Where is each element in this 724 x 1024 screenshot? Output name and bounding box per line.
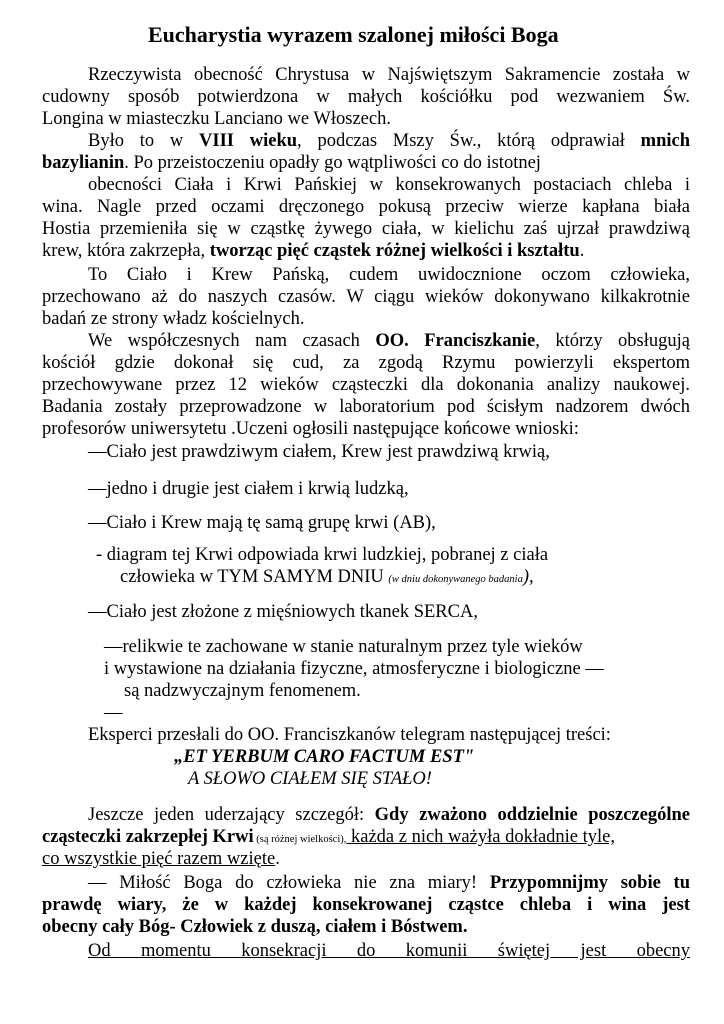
p1-line-1: Rzeczywista obecność Chrystusa w Najświętszym Sakramencie została w bbox=[88, 65, 690, 85]
text: , podczas Mszy Św., którą odprawiał bbox=[297, 131, 641, 151]
conclusion-6-line-3: są nadzwyczajnym fenomenem. bbox=[124, 681, 361, 701]
note-text: (w dniu dokonywanego badania bbox=[388, 574, 523, 585]
p6-line-1 bbox=[88, 872, 690, 894]
p4-line-5: profesorów uniwersytetu .Uczeni ogłosili następujące końcowe wnioski: bbox=[42, 419, 579, 439]
emphasis-century: VIII wieku bbox=[199, 131, 298, 151]
p3-line-1: To Ciało i Krew Pańską, cudem uwidocznione oczom człowieka, bbox=[88, 265, 690, 285]
text: . bbox=[579, 241, 585, 261]
emphasis-five-particles: tworząc pięć cząstek różnej wielkości i kształtu bbox=[209, 241, 580, 261]
p3-line-2: przechowano aż do naszych czasów. W ciągu wieków dokonywano kilkakrotnie bbox=[42, 287, 690, 307]
p4-line-3: przechowywane przez 12 wieków cząsteczki dla dokonania analizy naukowej. bbox=[42, 375, 690, 395]
p4-line-4: Badania zostały przeprowadzone w laboratorium pod ścisłym nadzorem dwóch bbox=[42, 397, 690, 417]
note-text: (są różnej wielkości), bbox=[253, 834, 347, 845]
document-title: Eucharystia wyrazem szalonej miłości Boga bbox=[148, 22, 559, 47]
emphasis-remind: Przypomnijmy sobie tu bbox=[489, 873, 690, 893]
p6-line-2 bbox=[42, 894, 690, 916]
conclusion-3: —Ciało i Krew mają tę samą grupę krwi (AB), bbox=[88, 513, 436, 533]
text: . Po przeistoczeniu opadły go wątpliwości co do istotnej bbox=[124, 153, 541, 173]
telegram-intro: Eksperci przesłali do OO. Franciszkanów telegram następującej treści: bbox=[88, 725, 611, 745]
telegram-polish: A SŁOWO CIAŁEM SIĘ STAŁO! bbox=[188, 769, 432, 789]
p2-line-3: obecności Ciała i Krwi Pańskiej w konsekrowanych postaciach chleba i bbox=[88, 175, 690, 195]
conclusion-7: — bbox=[104, 703, 123, 723]
p2-line-5: Hostia przemieniła się w cząstkę żywego ciała, w kielichu zaś ujrzał prawdziwą bbox=[42, 219, 690, 239]
text: krew, która zakrzepła, bbox=[42, 241, 210, 261]
conclusion-6-line-2: i wystawione na działania fizyczne, atmosferyczne i biologiczne — bbox=[104, 659, 604, 679]
emphasis-particles: cząsteczki zakrzepłej Krwi bbox=[42, 827, 254, 847]
p2-line-4: wina. Nagle przed oczami dręczonego pokusą przeciw wierze kapłana biała bbox=[42, 197, 690, 217]
text: — Miłość Boga do człowieka nie zna miary! bbox=[88, 873, 490, 893]
p4-line-2: kościół gdzie dokonał się cud, za zgodą Rzymu powierzyli ekspertom bbox=[42, 353, 690, 373]
text: , którzy obsługują bbox=[535, 331, 690, 351]
emphasis-truth: prawdę wiary, że w każdej konsekrowanej cząstce chleba i wina jest bbox=[42, 895, 690, 915]
p7-line-1: Od momentu konsekracji do komunii świętej jest obecny bbox=[88, 941, 690, 961]
underlined-text: co wszystkie pięć razem wzięte bbox=[42, 849, 276, 869]
underlined-text: każda z nich ważyła dokładnie tyle, bbox=[346, 827, 616, 847]
emphasis-basilian: bazylianin bbox=[42, 153, 125, 173]
conclusion-6-line-1: —relikwie te zachowane w stanie naturalnym przez tyle wieków bbox=[104, 637, 583, 657]
p2-line-1 bbox=[88, 130, 690, 152]
conclusion-5: —Ciało jest złożone z mięśniowych tkanek SERCA, bbox=[88, 602, 478, 622]
p5-line-3 bbox=[42, 848, 280, 870]
p3-line-3: badań ze strony władz kościelnych. bbox=[42, 309, 305, 329]
p6-line-3 bbox=[42, 916, 467, 938]
text: . bbox=[275, 849, 280, 869]
conclusion-4-line-2 bbox=[120, 566, 534, 591]
conclusion-2: —jedno i drugie jest ciałem i krwią ludzką, bbox=[88, 479, 409, 499]
p1-line-3: Longina w miasteczku Lanciano we Włoszech. bbox=[42, 109, 391, 129]
p1-line-2: cudowny sposób potwierdzona w małych kościółku pod wezwaniem Św. bbox=[42, 87, 690, 107]
text: Jeszcze jeden uderzający szczegół: bbox=[88, 805, 375, 825]
p4-line-1 bbox=[88, 330, 690, 352]
conclusion-1: —Ciało jest prawdziwym ciałem, Krew jest prawdziwą krwią, bbox=[88, 442, 550, 462]
emphasis-weighed: Gdy zważono oddzielnie poszczególne bbox=[374, 805, 690, 825]
text: We współczesnych nam czasach bbox=[88, 331, 376, 351]
conclusion-4-line-1: - diagram tej Krwi odpowiada krwi ludzkiej, pobranej z ciała bbox=[96, 545, 549, 565]
p2-line-6 bbox=[42, 240, 584, 262]
text: ), bbox=[522, 567, 534, 587]
p5-line-1 bbox=[88, 804, 690, 826]
p2-line-2 bbox=[42, 152, 541, 174]
telegram-latin: „ET YERBUM CARO FACTUM EST" bbox=[174, 747, 475, 767]
emphasis-franciscans: OO. Franciszkanie bbox=[375, 331, 536, 351]
text: Było to w bbox=[88, 131, 200, 151]
emphasis-monk: mnich bbox=[640, 131, 690, 151]
text: człowieka w TYM SAMYM DNIU bbox=[120, 567, 389, 587]
emphasis-whole-god: obecny cały Bóg- Człowiek z duszą, ciałem i Bóstwem. bbox=[42, 917, 468, 937]
